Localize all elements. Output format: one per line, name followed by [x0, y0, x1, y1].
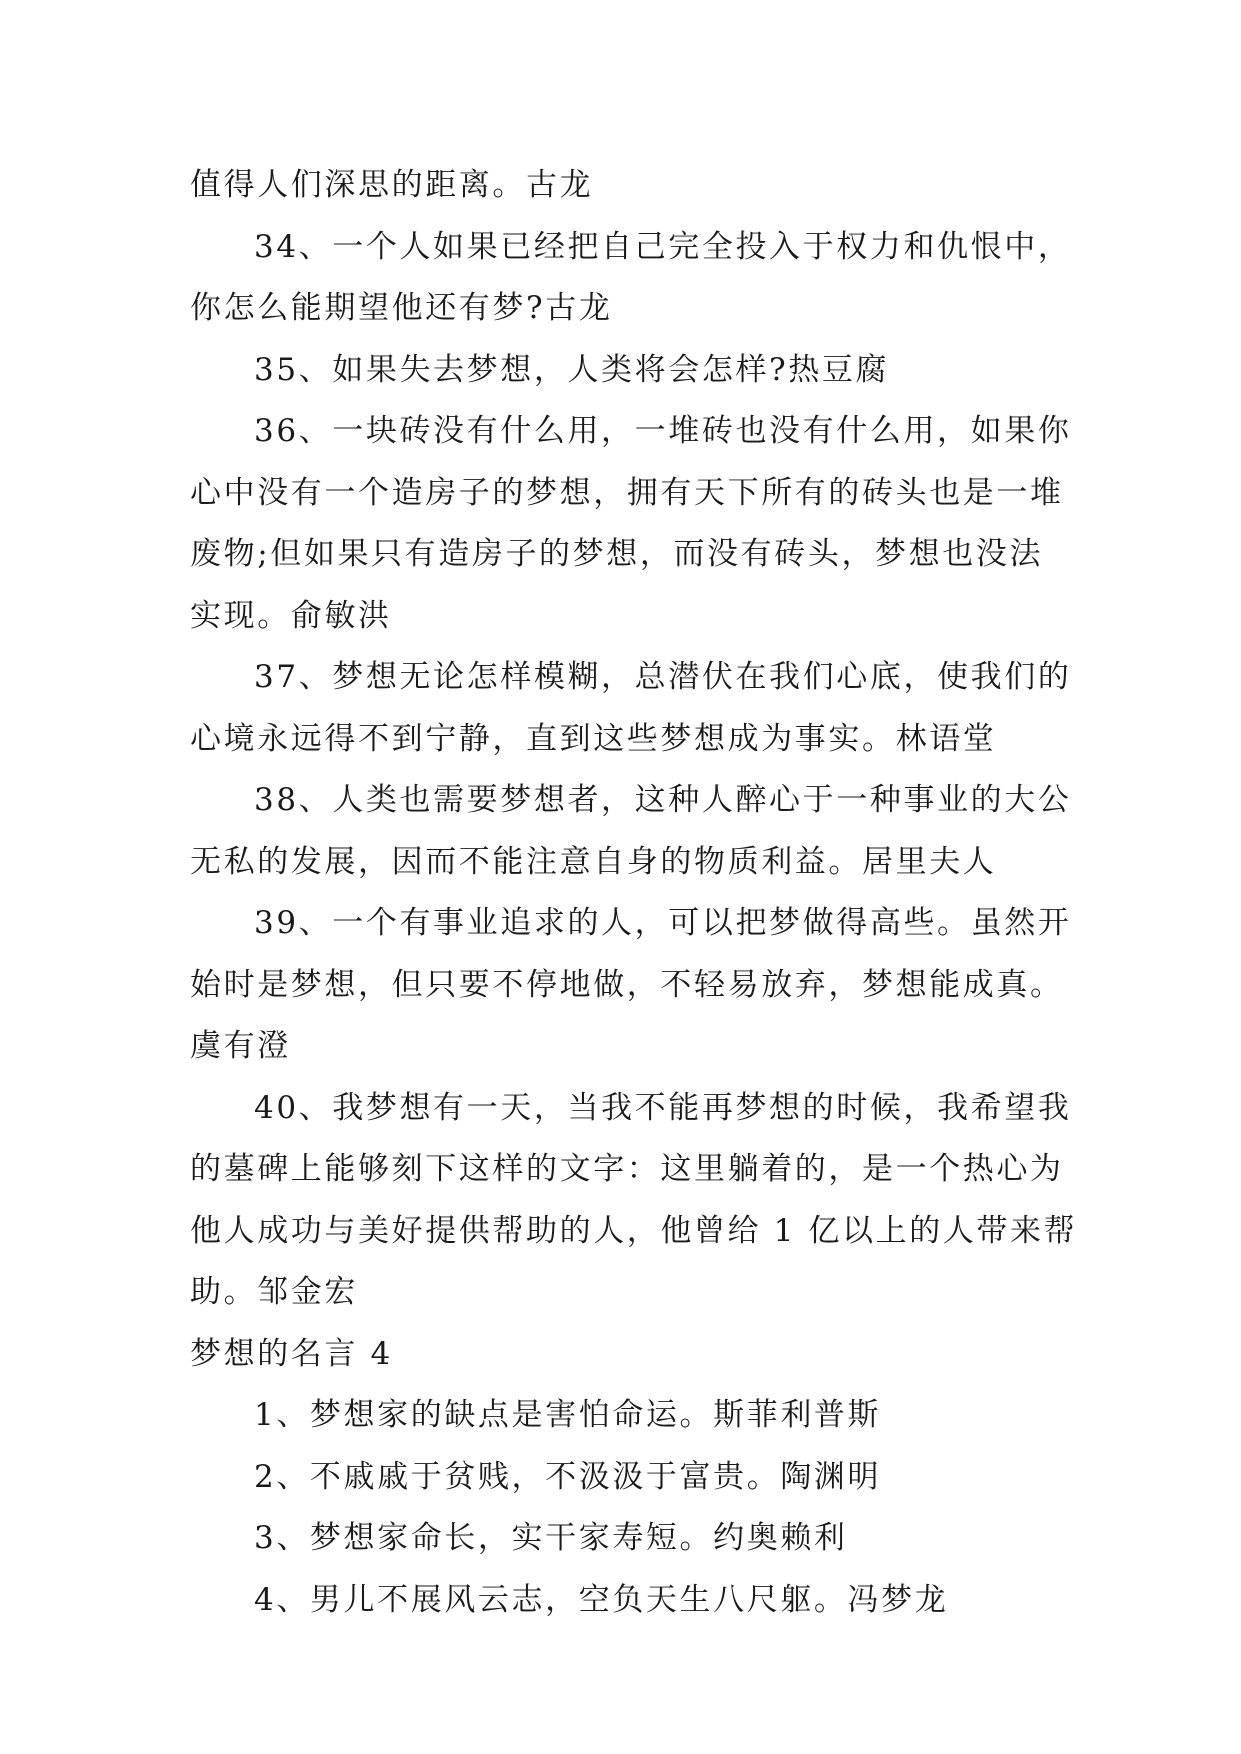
text-line: 值得人们深思的距离。古龙: [190, 167, 594, 203]
text-line: 4、男儿不展风云志，空负天生八尺躯。冯梦龙: [254, 1581, 949, 1618]
text-line: 38、人类也需要梦想者，这种人醉心于一种事业的大公: [254, 782, 1072, 818]
text-line: 他人成功与美好提供帮助的人，他曾给 1 亿以上的人带来帮: [190, 1212, 1078, 1249]
text-line: 3、梦想家命长，实干家寿短。约奥赖利: [254, 1520, 848, 1556]
text-line: 始时是梦想，但只要不停地做，不轻易放弃，梦想能成真。: [190, 966, 1064, 1003]
text-line: 39、一个有事业追求的人，可以把梦做得高些。虽然开: [254, 905, 1072, 941]
text-line: 心境永远得不到宁静，直到这些梦想成为事实。林语堂: [190, 720, 997, 757]
section-heading: 梦想的名言 4: [190, 1335, 393, 1372]
text-line: 36、一块砖没有什么用，一堆砖也没有什么用，如果你: [254, 413, 1072, 449]
document-body: [190, 155, 1078, 1631]
text-line: 的墓碑上能够刻下这样的文字：这里躺着的，是一个热心为: [190, 1151, 1064, 1187]
text-line: 你怎么能期望他还有梦?古龙: [190, 290, 613, 326]
text-line: 35、如果失去梦想，人类将会怎样?热豆腐: [254, 351, 890, 388]
text-line: 虞有澄: [190, 1028, 291, 1064]
text-line: 34、一个人如果已经把自己完全投入于权力和仇恨中，: [254, 228, 1072, 265]
text-line: 无私的发展，因而不能注意自身的物质利益。居里夫人: [190, 843, 997, 880]
text-line: 2、不戚戚于贫贱，不汲汲于富贵。陶渊明: [254, 1458, 882, 1495]
text-line: 40、我梦想有一天，当我不能再梦想的时候，我希望我: [254, 1089, 1072, 1126]
text-line: 废物;但如果只有造房子的梦想，而没有砖头，梦想也没法: [190, 536, 1044, 572]
text-line: 助。邹金宏: [190, 1274, 358, 1310]
text-line: 实现。俞敏洪: [190, 597, 392, 634]
text-line: 1、梦想家的缺点是害怕命运。斯菲利普斯: [254, 1397, 882, 1433]
text-line: 37、梦想无论怎样模糊，总潜伏在我们心底，使我们的: [254, 659, 1072, 695]
text-line: 心中没有一个造房子的梦想，拥有天下所有的砖头也是一堆: [190, 474, 1064, 511]
